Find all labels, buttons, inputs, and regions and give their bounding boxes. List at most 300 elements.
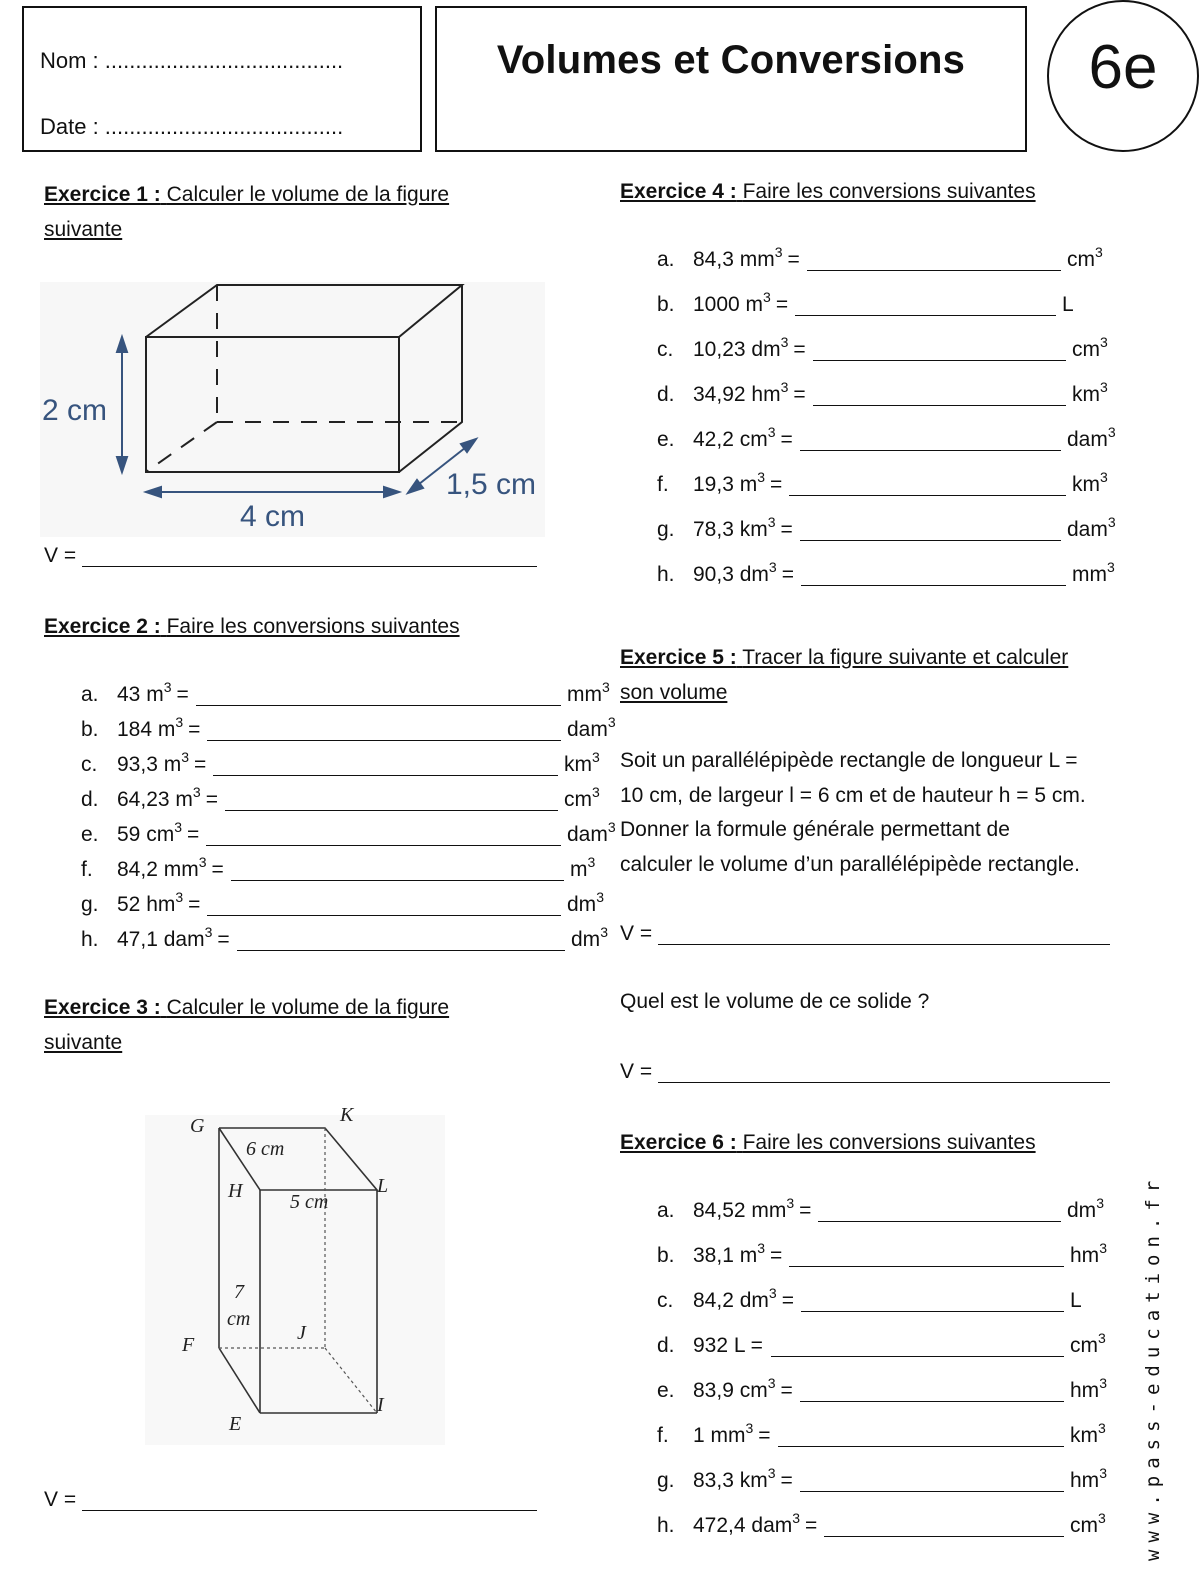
- ex6-item-unit-exponent: 3: [1098, 1510, 1106, 1526]
- ex2-item-value: 184 m: [117, 718, 176, 741]
- ex2-item-answer-line[interactable]: [196, 705, 561, 706]
- ex2-item-unit-text: cm: [564, 788, 592, 811]
- ex1-text-l1: Calculer le volume de la figure: [166, 183, 450, 206]
- ex4-item: [657, 379, 1157, 413]
- ex6-item-letter: g.: [657, 1469, 675, 1492]
- ex6-item-unit: [1070, 1510, 1106, 1538]
- ex2-item-unit-text: dm: [567, 893, 597, 916]
- ex1-answer-line[interactable]: [82, 566, 537, 567]
- ex2-item-letter: d.: [81, 788, 99, 811]
- site-url: www.pass-education.fr: [1142, 1173, 1164, 1561]
- ex2-item-answer-line[interactable]: [231, 880, 564, 881]
- ex4-item-unit-exponent: 3: [1107, 514, 1116, 530]
- ex4-item-answer-line[interactable]: [800, 450, 1061, 451]
- level-label: 6e: [1088, 33, 1158, 102]
- ex6-item-expression: [693, 1195, 812, 1223]
- ex6-item-unit-exponent: 3: [1096, 1195, 1104, 1211]
- ex4-item-unit: [1072, 469, 1108, 497]
- ex6-item-equals: =: [799, 1199, 812, 1222]
- ex4-item-unit: [1062, 293, 1074, 317]
- ex2-item-value: 52 hm: [117, 893, 176, 916]
- ex4-item: [657, 559, 1157, 593]
- ex6-item-letter: e.: [657, 1379, 675, 1402]
- ex3-vertex-f: F: [182, 1334, 195, 1356]
- ex2-item-value: 59 cm: [117, 823, 175, 846]
- ex2-item: [81, 679, 610, 713]
- ex5-text-l1: Tracer la figure suivante et calculer: [742, 646, 1069, 669]
- ex2-item-unit-text: dm: [571, 928, 601, 951]
- ex2-item-exponent: 3: [174, 819, 182, 835]
- ex4-item-letter: e.: [657, 428, 675, 451]
- ex4-item-unit: [1072, 559, 1115, 587]
- ex4-item-exponent: 3: [780, 334, 789, 350]
- ex2-item: [81, 714, 616, 748]
- ex2-item-unit-exponent: 3: [596, 889, 604, 905]
- ex3-answer: [44, 1488, 76, 1512]
- ex2-item-letter: b.: [81, 718, 99, 741]
- ex5-p3: Donner la formule générale permettant de: [620, 818, 1010, 841]
- ex2-item-unit: [570, 854, 596, 882]
- ex3-vertex-l: L: [377, 1175, 389, 1197]
- ex4-item-exponent: 3: [757, 469, 765, 485]
- ex6-item-letter: f.: [657, 1424, 669, 1447]
- ex2-item-exponent: 3: [175, 889, 184, 905]
- ex6-item-unit-exponent: 3: [1099, 1375, 1107, 1391]
- ex4-item-value: 1000 m: [693, 293, 764, 316]
- ex4-text: Faire les conversions suivantes: [742, 180, 1036, 203]
- level-badge: [1047, 0, 1199, 152]
- ex4-item-equals: =: [793, 338, 806, 361]
- ex6-item-answer-line[interactable]: [789, 1266, 1064, 1267]
- ex5-answer1-label: V =: [620, 922, 653, 945]
- ex2-item-expression: [117, 784, 218, 812]
- ex6-item-unit-text: cm: [1070, 1514, 1098, 1537]
- ex4-item-expression: [693, 469, 783, 497]
- ex3-answer-line[interactable]: [82, 1510, 537, 1511]
- ex2-item: [81, 854, 596, 888]
- ex6-item-expression: [693, 1510, 818, 1538]
- ex6-item-answer-line[interactable]: [800, 1491, 1064, 1492]
- ex6-item-unit: [1070, 1330, 1106, 1358]
- ex5-answer2-label: V =: [620, 1060, 653, 1083]
- ex2-item-unit: [571, 924, 608, 952]
- ex4-item-expression: [693, 334, 806, 362]
- ex1-heading: [44, 177, 514, 247]
- ex4-item-answer-line[interactable]: [795, 315, 1056, 316]
- ex5-question-text: Quel est le volume de ce solide ?: [620, 990, 930, 1013]
- ex1-answer: [44, 544, 76, 568]
- ex6-item-equals: =: [780, 1469, 793, 1492]
- ex6-item-equals: =: [805, 1514, 818, 1537]
- ex6-item-exponent: 3: [768, 1285, 777, 1301]
- ex2-item-exponent: 3: [204, 924, 213, 940]
- ex2-item-expression: [117, 819, 200, 847]
- ex4-item-equals: =: [787, 248, 800, 271]
- ex3-vertex-h: H: [228, 1180, 243, 1202]
- ex4-item-unit-text: cm: [1072, 338, 1100, 361]
- ex6-item-unit: [1070, 1375, 1107, 1403]
- ex6-item-value: 83,3 km: [693, 1469, 768, 1492]
- ex4-item-exponent: 3: [774, 244, 783, 260]
- ex6-item-unit: [1070, 1420, 1106, 1448]
- ex6-item-answer-line[interactable]: [771, 1356, 1064, 1357]
- site-watermark: [1138, 1173, 1168, 1565]
- ex2-item-unit: [567, 714, 616, 742]
- ex6-item-equals: =: [758, 1424, 771, 1447]
- ex2-item-answer-line[interactable]: [237, 950, 565, 951]
- ex2-item-letter: c.: [81, 753, 98, 776]
- ex4-item-exponent: 3: [780, 379, 789, 395]
- ex2-item-unit-text: mm: [567, 683, 602, 706]
- ex4-item-value: 84,3 mm: [693, 248, 775, 271]
- ex3-dim-5cm: 5 cm: [290, 1191, 329, 1213]
- ex2-item-answer-line[interactable]: [213, 775, 558, 776]
- ex4-item-letter: g.: [657, 518, 675, 541]
- title-box: [435, 6, 1027, 152]
- ex4-item-unit-exponent: 3: [1100, 334, 1108, 350]
- ex4-item-answer-line[interactable]: [807, 270, 1061, 271]
- ex1-height-label: 2 cm: [42, 394, 108, 427]
- ex4-item-unit-text: L: [1062, 293, 1074, 316]
- ex4-item-value: 10,23 dm: [693, 338, 781, 361]
- ex2-item-letter: f.: [81, 858, 93, 881]
- ex6-item-unit: [1070, 1465, 1107, 1493]
- ex2-item: [81, 819, 616, 853]
- page-title: Volumes et Conversions: [496, 38, 966, 82]
- ex4-item-unit-text: km: [1072, 473, 1100, 496]
- ex4-item-value: 78,3 km: [693, 518, 768, 541]
- ex5-p1: Soit un parallélépipède rectangle de longueur L =: [620, 749, 1078, 772]
- ex4-item-exponent: 3: [763, 289, 771, 305]
- ex2-item-unit-text: dam: [567, 718, 608, 741]
- ex2-item-expression: [117, 889, 201, 917]
- ex4-item-letter: h.: [657, 563, 675, 586]
- ex4-item-unit-text: dam: [1067, 428, 1108, 451]
- ex4-item-expression: [693, 244, 800, 272]
- ex2-item-equals: =: [217, 928, 230, 951]
- ex2-item-unit: [564, 749, 600, 777]
- ex3-dim-7: 7: [234, 1281, 244, 1303]
- ex5-answer1-line[interactable]: [658, 944, 1110, 945]
- ex4-item-unit-text: cm: [1067, 248, 1095, 271]
- ex6-item-answer-line[interactable]: [778, 1446, 1065, 1447]
- ex3-vertex-j: J: [297, 1322, 306, 1344]
- ex4-item-letter: f.: [657, 473, 669, 496]
- ex6-item-unit: [1070, 1240, 1107, 1268]
- ex6-item-value: 1 mm: [693, 1424, 746, 1447]
- ex1-answer-label: V =: [44, 544, 77, 567]
- ex6-item-value: 38,1 m: [693, 1244, 758, 1267]
- ex4-item-unit: [1072, 379, 1108, 407]
- ex2-item: [81, 924, 608, 958]
- ex2-item-unit-text: km: [564, 753, 592, 776]
- ex4-item-unit-text: dam: [1067, 518, 1108, 541]
- ex4-item-unit-exponent: 3: [1100, 379, 1108, 395]
- ex4-item-unit: [1067, 514, 1116, 542]
- ex2-item: [81, 889, 604, 923]
- ex4-item-letter: d.: [657, 383, 675, 406]
- ex4-item: [657, 244, 1157, 278]
- ex6-item-unit: [1070, 1289, 1082, 1313]
- ex1-title: Exercice 1 :: [44, 183, 161, 206]
- ex5-answer-volume: [620, 1060, 652, 1084]
- ex5-p2: 10 cm, de largeur l = 6 cm et de hauteur h = 5 cm.: [620, 783, 1086, 807]
- ex6-item-value: 84,2 dm: [693, 1289, 769, 1312]
- ex1-width-label: 1,5 cm: [446, 468, 537, 501]
- ex2-item-exponent: 3: [175, 714, 184, 730]
- ex4-item-unit-exponent: 3: [1100, 469, 1108, 485]
- ex2-item-unit: [564, 784, 600, 812]
- ex6-text: Faire les conversions suivantes: [742, 1131, 1036, 1154]
- ex4-item-equals: =: [780, 518, 793, 541]
- ex6-item-value: 932 L =: [693, 1334, 763, 1357]
- ex6-item-answer-line[interactable]: [800, 1401, 1064, 1402]
- ex6-item-expression: [693, 1465, 793, 1493]
- ex2-item-expression: [117, 854, 224, 882]
- ex4-item-equals: =: [770, 473, 783, 496]
- ex2-item-expression: [117, 679, 189, 707]
- ex5-paragraph: [620, 744, 1160, 882]
- ex2-item-unit: [567, 679, 610, 707]
- ex4-item-unit-exponent: 3: [1107, 559, 1115, 575]
- ex6-item-equals: =: [770, 1244, 783, 1267]
- ex6-item-unit-text: hm: [1070, 1469, 1100, 1492]
- ex4-item-expression: [693, 559, 794, 587]
- ex4-title: Exercice 4 :: [620, 180, 737, 203]
- ex6-item-exponent: 3: [786, 1195, 795, 1211]
- ex4-item-equals: =: [775, 293, 789, 316]
- ex4-heading: [620, 174, 1090, 209]
- ex2-item-equals: =: [188, 718, 201, 741]
- ex4-item-value: 42,2 cm: [693, 428, 768, 451]
- ex4-item-letter: c.: [657, 338, 674, 361]
- ex5-text-l2: son volume: [620, 681, 728, 704]
- ex4-item-answer-line[interactable]: [800, 540, 1061, 541]
- ex3-heading: [44, 990, 514, 1060]
- ex6-item-expression: [693, 1420, 771, 1448]
- ex6-item-equals: =: [781, 1289, 794, 1312]
- ex4-item: [657, 289, 1157, 323]
- ex2-item-equals: =: [194, 753, 207, 776]
- ex4-item-value: 34,92 hm: [693, 383, 781, 406]
- ex2-item-letter: h.: [81, 928, 99, 951]
- ex3-dim-6cm: 6 cm: [246, 1138, 285, 1160]
- ex6-item-exponent: 3: [757, 1240, 765, 1256]
- ex6-item-exponent: 3: [745, 1420, 754, 1436]
- ex4-item-equals: =: [781, 563, 794, 586]
- ex4-item-answer-line[interactable]: [801, 585, 1066, 586]
- ex5-question: [620, 990, 929, 1014]
- ex2-item-equals: =: [176, 683, 189, 706]
- ex4-item-exponent: 3: [767, 514, 776, 530]
- ex5-heading: [620, 640, 1110, 710]
- name-date-box: [22, 6, 422, 152]
- ex6-item-unit-text: dm: [1067, 1199, 1097, 1222]
- ex2-item-equals: =: [186, 823, 200, 846]
- date-field[interactable]: Date : .......................................: [40, 114, 344, 139]
- ex4-item-expression: [693, 514, 793, 542]
- ex6-item-unit-text: hm: [1070, 1244, 1100, 1267]
- ex6-item-answer-line[interactable]: [818, 1221, 1061, 1222]
- ex3-vertex-g: G: [190, 1115, 205, 1137]
- ex2-item-value: 93,3 m: [117, 753, 182, 776]
- ex2-item-letter: g.: [81, 893, 99, 916]
- ex6-title: Exercice 6 :: [620, 1131, 737, 1154]
- ex6-item-exponent: 3: [767, 1375, 776, 1391]
- ex6-item-letter: b.: [657, 1244, 675, 1267]
- ex6-item-unit-exponent: 3: [1098, 1420, 1106, 1436]
- ex6-item: [657, 1375, 1157, 1409]
- ex4-item-value: 19,3 m: [693, 473, 758, 496]
- ex2-item-value: 43 m: [117, 683, 164, 706]
- ex6-item-unit-exponent: 3: [1098, 1330, 1106, 1346]
- ex6-item-value: 472,4 dam: [693, 1514, 793, 1537]
- ex6-item-unit-text: km: [1070, 1424, 1098, 1447]
- ex3-vertex-e: E: [229, 1413, 242, 1435]
- ex4-item: [657, 424, 1157, 458]
- ex6-item-unit-text: cm: [1070, 1334, 1098, 1357]
- ex2-item-unit-exponent: 3: [602, 679, 610, 695]
- ex4-item-exponent: 3: [767, 424, 776, 440]
- ex2-item-unit-text: dam: [567, 823, 608, 846]
- ex4-item-expression: [693, 424, 793, 452]
- ex6-item: [657, 1240, 1157, 1274]
- ex2-item-unit-text: m: [570, 858, 588, 881]
- ex2-item-value: 64,23 m: [117, 788, 193, 811]
- ex4-item-value: 90,3 dm: [693, 563, 769, 586]
- ex3-text-l1: Calculer le volume de la figure: [166, 996, 450, 1019]
- ex6-item-expression: [693, 1285, 794, 1313]
- ex2-item-unit-exponent: 3: [587, 854, 596, 870]
- ex4-item-expression: [693, 379, 806, 407]
- ex2-item-unit-exponent: 3: [607, 819, 616, 835]
- ex2-item-answer-line[interactable]: [206, 845, 561, 846]
- ex4-item-expression: [693, 289, 789, 317]
- ex4-item: [657, 514, 1157, 548]
- ex2-title: Exercice 2 :: [44, 615, 161, 638]
- ex2-item-unit: [567, 889, 604, 917]
- ex6-item: [657, 1420, 1157, 1454]
- ex2-item-equals: =: [188, 893, 201, 916]
- ex2-item-letter: a.: [81, 683, 99, 706]
- ex6-item: [657, 1330, 1157, 1364]
- ex2-heading: [44, 609, 514, 644]
- ex2-item-answer-line[interactable]: [207, 740, 561, 741]
- ex4-item-unit-exponent: 3: [1107, 424, 1116, 440]
- ex3-text-l2: suivante: [44, 1031, 123, 1054]
- ex2-item-exponent: 3: [181, 749, 189, 765]
- ex2-item: [81, 749, 600, 783]
- ex4-item-unit: [1072, 334, 1108, 362]
- ex4-item-answer-line[interactable]: [813, 405, 1066, 406]
- ex4-item-unit-text: km: [1072, 383, 1100, 406]
- ex6-item: [657, 1195, 1157, 1229]
- ex2-item-expression: [117, 924, 230, 952]
- ex2-item-unit-exponent: 3: [600, 924, 608, 940]
- ex4-item: [657, 334, 1157, 368]
- ex6-item: [657, 1510, 1157, 1544]
- ex6-item-letter: d.: [657, 1334, 675, 1357]
- ex2-item-expression: [117, 714, 201, 742]
- ex2-item-exponent: 3: [163, 679, 172, 695]
- ex4-item-unit-text: mm: [1072, 563, 1107, 586]
- ex2-item-exponent: 3: [192, 784, 201, 800]
- ex6-item-letter: c.: [657, 1289, 674, 1312]
- ex6-item-unit-text: L: [1070, 1289, 1082, 1312]
- ex1-length-label: 4 cm: [240, 500, 306, 533]
- ex6-item-value: 84,52 mm: [693, 1199, 787, 1222]
- ex2-item-answer-line[interactable]: [225, 810, 558, 811]
- ex6-item-answer-line[interactable]: [801, 1311, 1064, 1312]
- ex6-item-unit-text: hm: [1070, 1379, 1100, 1402]
- name-field[interactable]: Nom : .......................................: [40, 48, 344, 73]
- ex6-item-value: 83,9 cm: [693, 1379, 768, 1402]
- ex6-item-exponent: 3: [767, 1465, 776, 1481]
- ex1-figure: [40, 282, 545, 537]
- ex6-item-answer-line[interactable]: [824, 1536, 1064, 1537]
- ex4-item-letter: a.: [657, 248, 675, 271]
- ex4-item-equals: =: [793, 383, 806, 406]
- ex6-item-letter: h.: [657, 1514, 675, 1537]
- ex6-item-letter: a.: [657, 1199, 675, 1222]
- ex2-item-answer-line[interactable]: [207, 915, 561, 916]
- ex3-vertex-i: I: [377, 1394, 384, 1416]
- ex6-item: [657, 1285, 1157, 1319]
- ex6-item-unit-exponent: 3: [1099, 1240, 1107, 1256]
- ex2-item-letter: e.: [81, 823, 99, 846]
- ex5-answer2-line[interactable]: [658, 1082, 1110, 1083]
- ex2-item-equals: =: [211, 858, 224, 881]
- ex5-answer-formula: [620, 922, 652, 946]
- ex5-title: Exercice 5 :: [620, 646, 737, 669]
- ex3-vertex-k: K: [340, 1104, 354, 1126]
- ex6-item-exponent: 3: [792, 1510, 801, 1526]
- ex4-item-letter: b.: [657, 293, 675, 316]
- ex2-item-equals: =: [205, 788, 218, 811]
- ex2-item-unit-exponent: 3: [592, 784, 600, 800]
- ex6-item-expression: [693, 1240, 783, 1268]
- ex4-item-exponent: 3: [768, 559, 777, 575]
- ex4-item-unit: [1067, 244, 1103, 272]
- ex4-item: [657, 469, 1157, 503]
- ex2-text: Faire les conversions suivantes: [166, 615, 460, 638]
- ex1-text-l2: suivante: [44, 218, 123, 241]
- ex4-item-unit-exponent: 3: [1095, 244, 1103, 260]
- ex2-item-unit: [567, 819, 616, 847]
- ex4-item-answer-line[interactable]: [813, 360, 1066, 361]
- ex2-item-value: 47,1 dam: [117, 928, 205, 951]
- ex5-p4: calculer le volume d’un parallélépipède rectangle.: [620, 852, 1080, 876]
- ex3-dim-cm: cm: [227, 1308, 251, 1330]
- ex4-item-answer-line[interactable]: [789, 495, 1066, 496]
- ex6-item: [657, 1465, 1157, 1499]
- ex6-heading: [620, 1125, 1090, 1160]
- ex6-item-unit: [1067, 1195, 1104, 1223]
- ex6-item-unit-exponent: 3: [1099, 1465, 1107, 1481]
- ex6-item-equals: =: [780, 1379, 793, 1402]
- ex6-item-expression: [693, 1334, 763, 1358]
- ex3-figure: [145, 1095, 445, 1445]
- ex3-title: Exercice 3 :: [44, 996, 161, 1019]
- ex2-item-value: 84,2 mm: [117, 858, 199, 881]
- ex2-item-exponent: 3: [198, 854, 207, 870]
- ex6-item-expression: [693, 1375, 793, 1403]
- ex2-item-expression: [117, 749, 207, 777]
- ex3-answer-label: V =: [44, 1488, 77, 1511]
- ex2-item: [81, 784, 600, 818]
- ex4-item-equals: =: [780, 428, 793, 451]
- ex2-item-unit-exponent: 3: [607, 714, 616, 730]
